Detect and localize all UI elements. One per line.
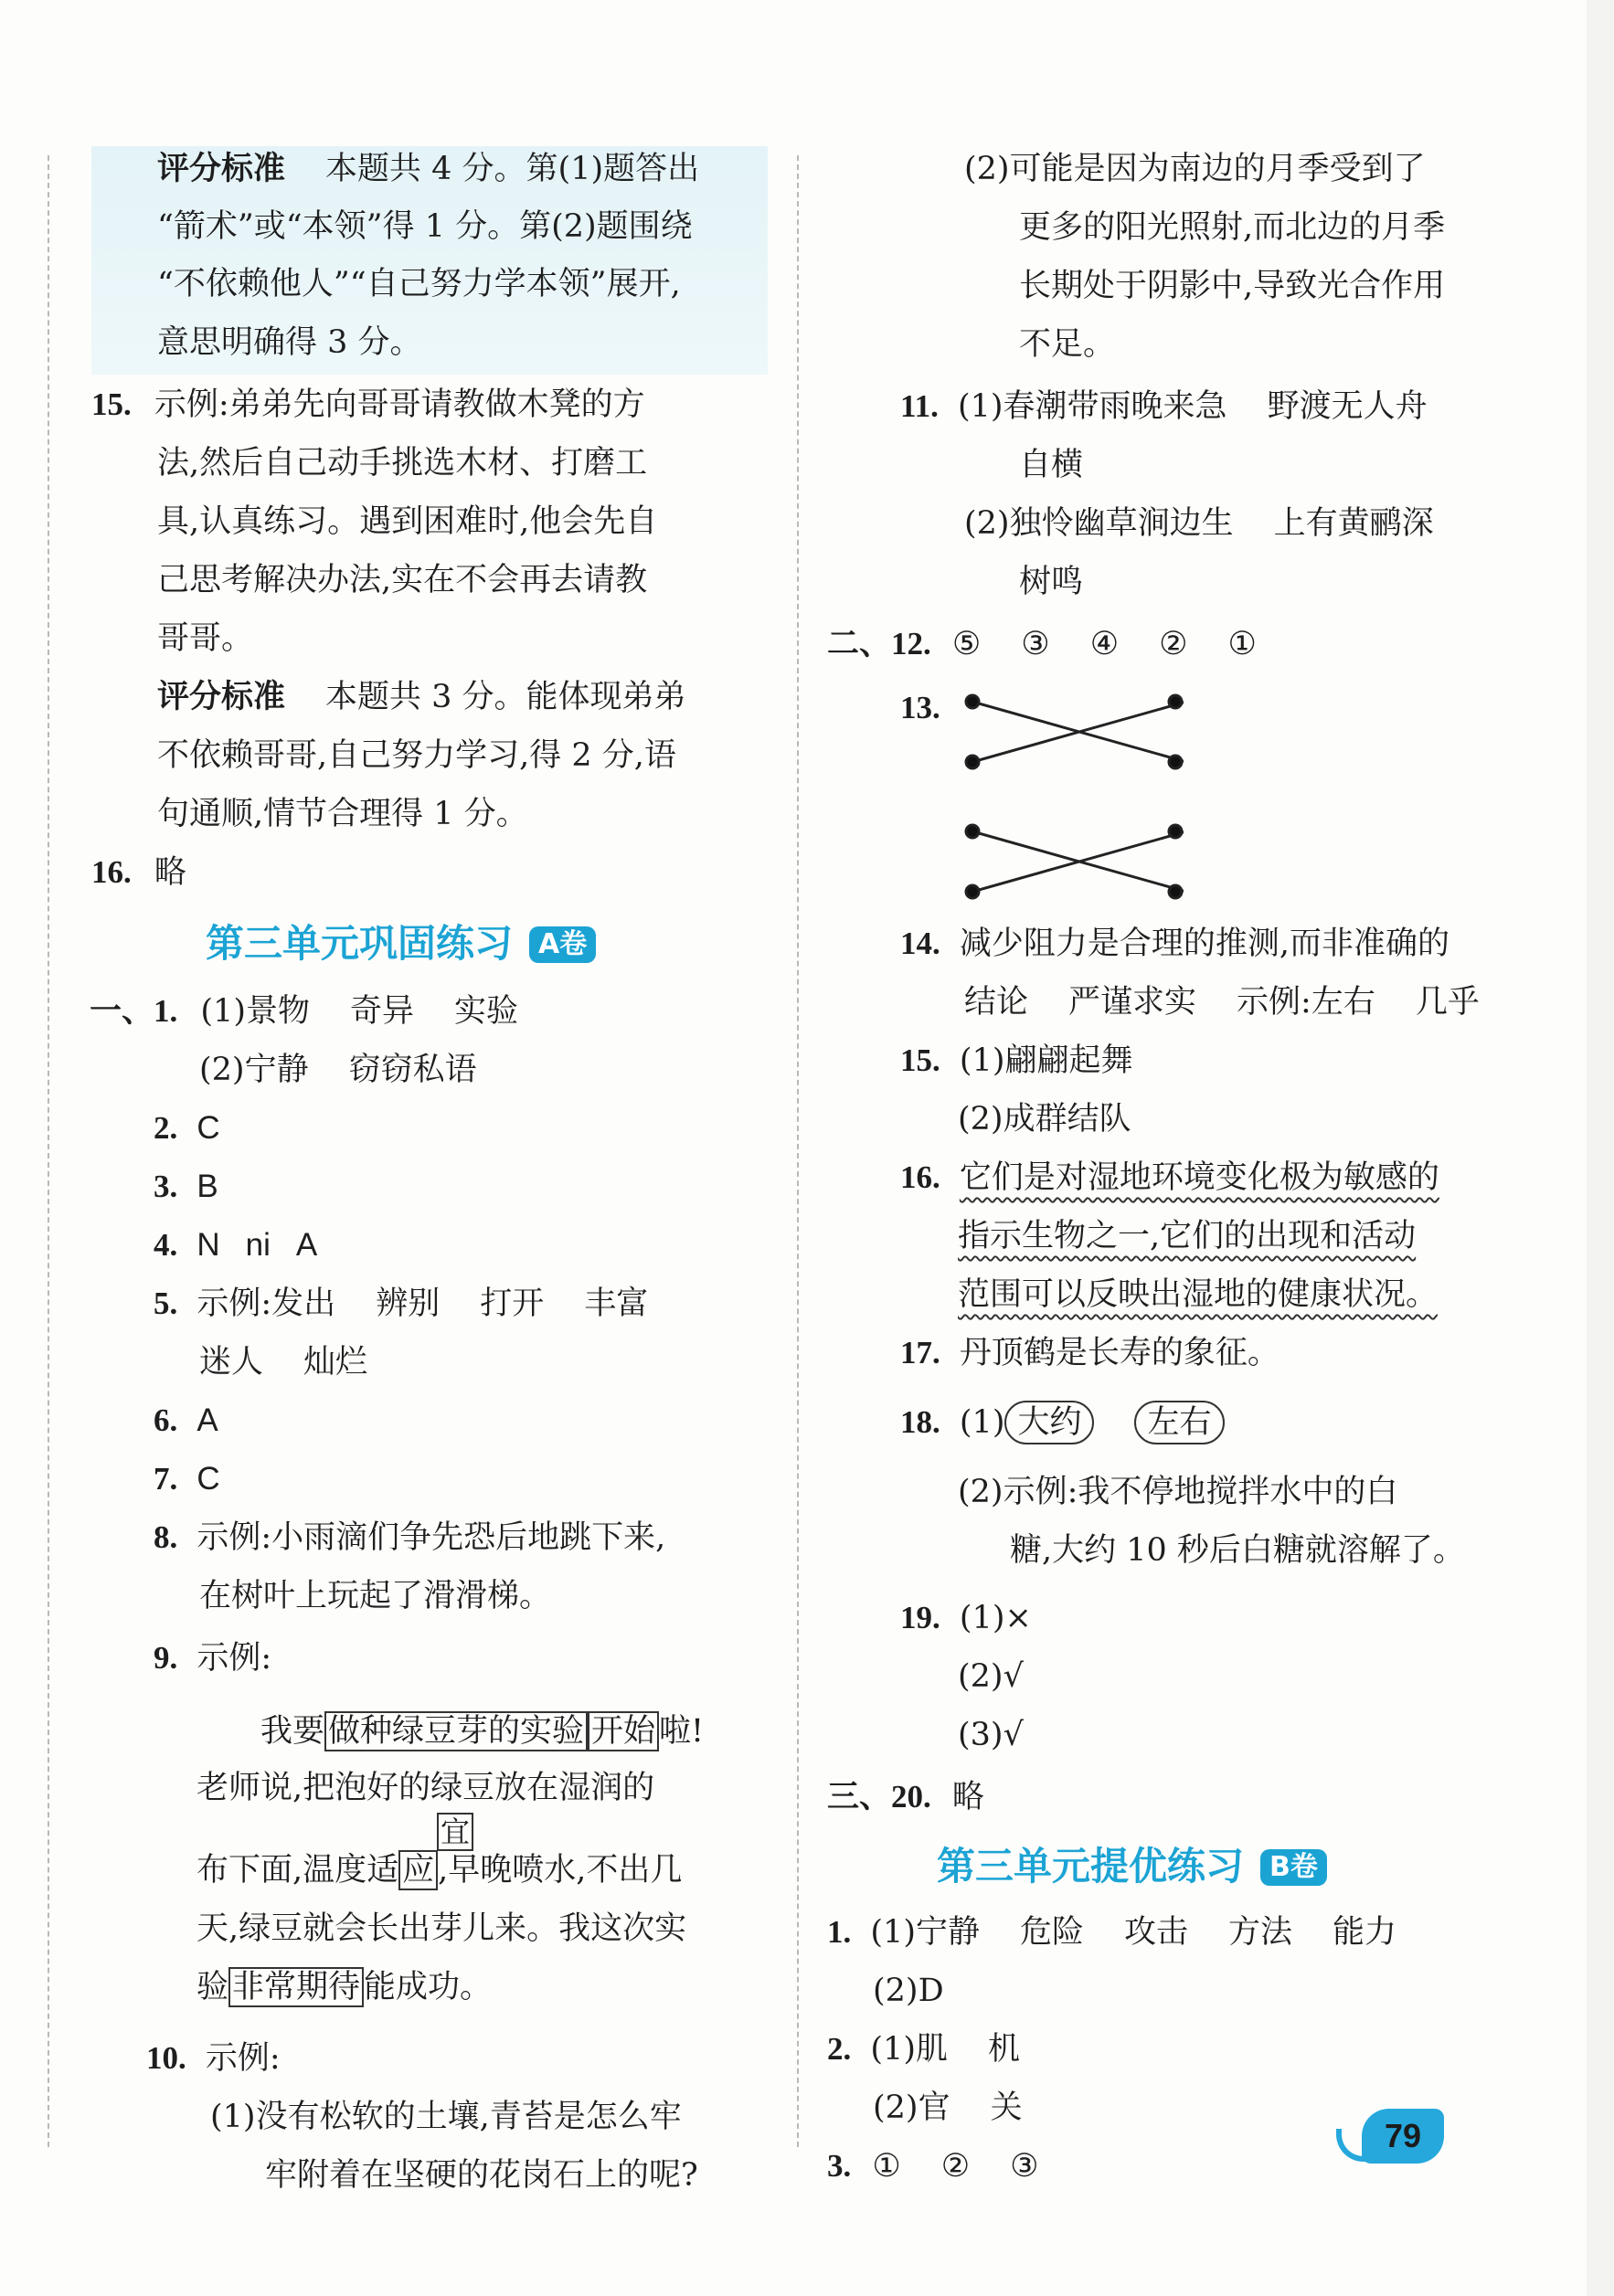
correction-box: 开始 <box>588 1711 659 1751</box>
correction-box: 非常期待 <box>228 1967 364 2007</box>
question-18: 18. (1) 大约 左右 <box>900 1400 1225 1445</box>
inserted-character: 宜 <box>437 1809 473 1855</box>
b-question-3: 3. ① ② ③ <box>827 2148 1039 2185</box>
text-line: 法,然后自己动手挑选木材、打磨工 <box>157 445 648 481</box>
text-line: 句通顺,情节合理得 1 分。 <box>157 796 528 832</box>
unit-title-b: 第三单元提优练习 B卷 <box>937 1836 1327 1891</box>
text-line: 迷人 灿烂 <box>199 1344 368 1381</box>
text-line: 天,绿豆就会长出芽儿来。我这次实 <box>196 1910 687 1947</box>
question-3: 3. B <box>154 1169 218 1204</box>
text-line: 意思明确得 3 分。 <box>157 324 422 361</box>
text-line: (2)D <box>873 1973 944 2009</box>
text-line: (2)独怜幽草涧边生 上有黄鹂深 <box>964 505 1434 542</box>
text-line: (3)√ <box>958 1717 1024 1753</box>
unit-title-a: 第三单元巩固练习 A卷 <box>206 914 596 968</box>
b-question-1: 1. (1)宁静 危险 攻击 方法 能力 <box>827 1914 1397 1951</box>
text-line: (2)√ <box>958 1658 1024 1695</box>
text-line: (2)成群结队 <box>958 1101 1131 1137</box>
text-line: 在树叶上玩起了滑滑梯。 <box>199 1578 552 1614</box>
matching-lines-diagram <box>964 685 1184 905</box>
corrected-text-line: 我要 做种绿豆芽的实验 开始 啦! <box>260 1713 705 1750</box>
volume-tag: B卷 <box>1260 1849 1327 1886</box>
text-line: (2)官 关 <box>873 2090 1023 2126</box>
question-9: 9. 示例: <box>154 1640 272 1677</box>
question-19: 19. (1)× <box>900 1600 1032 1636</box>
corrected-text-line: 布下面,温度适 应 ,早晚喷水,不出几 <box>196 1852 683 1889</box>
text-line: 树鸣 <box>1019 564 1084 600</box>
text-line: 自横 <box>1019 447 1084 483</box>
question-10: 10. 示例: <box>146 2040 281 2077</box>
question-14: 14. 减少阻力是合理的推测,而非准确的 <box>900 926 1450 962</box>
question-4: 4. N ni A <box>154 1227 318 1263</box>
text-line: 更多的阳光照射,而北边的月季 <box>1019 209 1446 246</box>
volume-tag: A卷 <box>529 926 596 963</box>
section-1-question-1: 一、1. (1)景物 奇异 实验 <box>90 993 519 1030</box>
question-15: 15. 示例:弟弟先向哥哥请教做木凳的方 <box>91 386 645 423</box>
section-2-question-12: 二、12. ⑤ ③ ④ ② ① <box>827 626 1257 662</box>
correction-box: 做种绿豆芽的实验 <box>324 1711 588 1751</box>
text-line: 具,认真练习。遇到困难时,他会先自 <box>157 503 658 540</box>
question-11: 11. (1)春潮带雨晚来急 野渡无人舟 <box>900 388 1428 425</box>
text-line: 长期处于阴影中,导致光合作用 <box>1019 268 1446 304</box>
cut-line <box>48 155 49 2147</box>
text-line: (2)可能是因为南边的月季受到了 <box>964 151 1426 187</box>
text-line: (2)宁静 窃窃私语 <box>199 1052 477 1088</box>
question-8: 8. 示例:小雨滴们争先恐后地跳下来, <box>154 1519 666 1556</box>
correction-box: 应 <box>398 1850 438 1890</box>
text-line: (2)示例:我不停地搅拌水中的白 <box>958 1474 1398 1510</box>
question-5: 5. 示例:发出 辨别 打开 丰富 <box>154 1286 649 1322</box>
text-line: (1)没有松软的土壤,青苔是怎么牢 <box>210 2099 682 2135</box>
section-3-question-20: 三、20. 略 <box>827 1779 984 1815</box>
question-7: 7. C <box>154 1461 220 1497</box>
question-15: 15. (1)翩翩起舞 <box>900 1042 1133 1079</box>
text-line: 不足。 <box>1019 326 1116 363</box>
underlined-text-line: 指示生物之一,它们的出现和活动 <box>958 1218 1417 1254</box>
circled-word: 左右 <box>1134 1401 1224 1444</box>
underlined-text-line: 范围可以反映出湿地的健康状况。 <box>958 1276 1439 1313</box>
text-line: 不依赖哥哥,自己努力学习,得 2 分,语 <box>157 737 676 774</box>
text-line: 己思考解决办法,实在不会再去请教 <box>157 562 648 598</box>
text-line: “箭术”或“本领”得 1 分。第(2)题围绕 <box>157 208 693 245</box>
text-line: 糖,大约 10 秒后白糖就溶解了。 <box>1010 1532 1465 1569</box>
column-divider <box>797 155 799 2147</box>
text-line: “不依赖他人”“自己努力学本领”展开, <box>157 266 681 302</box>
question-17: 17. 丹顶鹤是长寿的象征。 <box>900 1335 1280 1371</box>
b-question-2: 2. (1)肌 机 <box>827 2031 1020 2068</box>
question-16: 16. 它们是对湿地环境变化极为敏感的 <box>900 1159 1439 1196</box>
text-line: 哥哥。 <box>157 620 254 657</box>
page-number: 79 <box>1362 2109 1444 2164</box>
text-line: 牢附着在坚硬的花岗石上的呢? <box>265 2157 698 2194</box>
text-line: 老师说,把泡好的绿豆放在湿润的 <box>196 1770 655 1806</box>
scoring-standard-1: 评分标准 本题共 4 分。第(1)题答出 <box>157 151 700 187</box>
question-16: 16. 略 <box>91 854 186 891</box>
text-line: 结论 严谨求实 示例:左右 几乎 <box>964 984 1480 1021</box>
corrected-text-line: 验 非常期待 能成功。 <box>196 1969 493 2005</box>
question-2: 2. C <box>154 1110 220 1146</box>
scoring-standard-2: 评分标准 本题共 3 分。能体现弟弟 <box>157 679 686 715</box>
question-6: 6. A <box>154 1402 218 1438</box>
question-13: 13. <box>900 690 940 725</box>
circled-word: 大约 <box>1004 1401 1094 1444</box>
